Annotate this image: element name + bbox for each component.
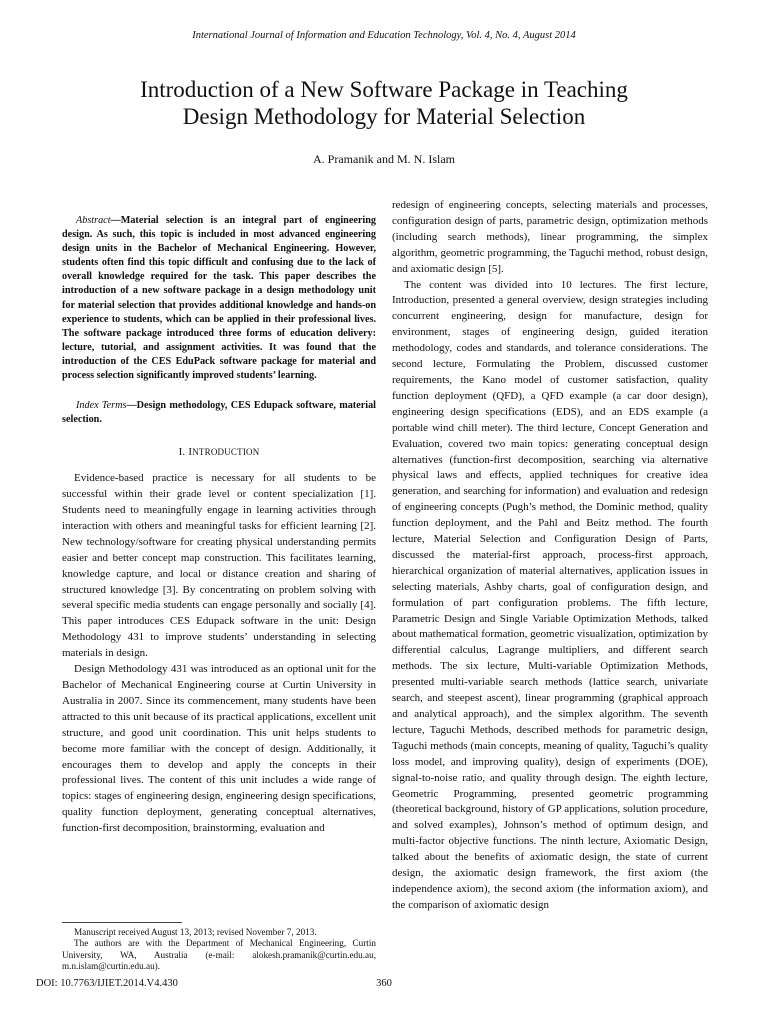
footnote-rule (62, 922, 182, 923)
title-line-1: Introduction of a New Software Package in Teaching (140, 77, 628, 102)
journal-header: International Journal of Information and Education Technology, Vol. 4, No. 4, August 2014 (192, 30, 576, 41)
section-number: I. (178, 446, 186, 459)
footnote-affiliation: The authors are with the Department of Mechanical Engineering, Curtin University, WA, Australia (e-mail: alokesh.pramanik@curtin.edu.au, m.n.islam@curtin.edu.au). (62, 938, 376, 972)
abstract-text: —Material selection is an integral part of engineering design. As such, this topic is included in most advanced engineering design units in the Bachelor of Mechanical Engineering. However, students often find this topic difficult and confusing due to the lack of overall knowledge required for the task. This paper describes the introduction of a new software package in a design methodology unit for material selection that provides additional knowledge and hands-on experience to students, which can be applied in their professional lives. The software package introduced three forms of education delivery: lecture, tutorial, and assignment activities. It was found that the introduction of the CES EduPack software package for material and process selection significantly improved students’ learning. (62, 215, 376, 382)
section-initial: I (188, 446, 193, 459)
title-line-2: Design Methodology for Material Selection (182, 104, 586, 129)
index-terms-label: Index Terms (76, 400, 127, 412)
intro-paragraph-1: Evidence-based practice is necessary for all students to be successful within their grade level or content specialization [1]. Students need to meaningfully engage in learning activities through interaction with others and meaningful tasks for efficient learning [2]. New technology/software for creating physical understanding permits easier and better concept map construction. This facilitates learning, knowledge capture, and local or distance creation and sharing of structured knowledge [3]. By concentrating on problem solving with several specific media students can engage personally and socially [4]. This paper introduces CES Edupack software in the unit: Design Methodology 431 to improve students’ understanding in selecting materials in design. (62, 472, 376, 660)
index-terms (62, 399, 376, 427)
right-column (392, 198, 708, 914)
footnote-received: Manuscript received August 13, 2013; revised November 7, 2013. (74, 927, 317, 937)
index-terms-text: —Design methodology, CES Edupack software, material selection. (62, 400, 376, 426)
abstract (62, 214, 376, 383)
doi: DOI: 10.7763/IJIET.2014.V4.430 (36, 978, 178, 989)
left-column (62, 214, 376, 837)
abstract-label: Abstract (76, 215, 111, 226)
section-heading-introduction (62, 445, 376, 461)
page-number: 360 (376, 978, 392, 989)
right-paragraph-2: The content was divided into 10 lectures. The first lecture, Introduction, presented a general overview, design strategies including concurrent engineering, design for manufacture, design for environment, stages of engineering design, guided iteration methodology, codes and standards, and tolerance considerations. The second lecture, Formulating the Problem, discussed customer requirements, the Kano model of customer satisfaction, quality function deployment (QFD), a QFD example (a car door design), engineering design specifications (EDS), and an EDS example (a portable wind chill meter). The third lecture, Concept Generation and Evaluation, covered two main topics: generating conceptual design alternatives (function-first decomposition, searching via alternative physical laws and effects, applied techniques for creative idea generation, and searching for information) and evaluation and redesign of engineering concepts (Pugh’s method, the Dominic method, quality function deployment, and the Pahl and Beitz method. The fourth lecture, Material Selection and Configuration Design of Parts, discussed the material-first approach, process-first approach, hierarchical organization of material alternatives, application issues in selecting materials, Ashby charts, goal of configuration design, and formulation of part configuration problems. The fifth lecture, Parametric Design and Single Variable Optimization Methods, talked about mathematical formation, geometric visualization, optimization by differential calculus, Lagrange multipliers, and different search methods. The six lecture, Multi-variable Optimization Methods, presented multi-variable search methods (lattice search, univariate search, and steepest ascent), linear programming (graphical approach and analytical approach), and the simplex algorithm. The seventh lecture, Taguchi Methods, described methods for parametric design, Taguchi methods (main concepts, meaning of quality, Taguchi’s quality loss model, and improving quality), design of experiments (DOE), signal-to-noise ratio, and quality through design. The eighth lecture, Geometric Programming, presented geometric programming (theoretical background, history of GP applications, solution procedure, and solved examples), Johnson’s method of optimum design, and multi-factor objective functions. The ninth lecture, Axiomatic Design, talked about the benefits of axiomatic design, the state of current design, the axiomatic design framework, the first axiom (the independence axiom), the second axiom (the information axiom), and the comparison of axiomatic design (392, 278, 708, 911)
footnotes (62, 922, 376, 973)
intro-paragraph-2: Design Methodology 431 was introduced as an optional unit for the Bachelor of Mechanical Engineering course at Curtin University in Australia in 2007. Since its commencement, many students have been attracted to this unit because of its practical applications, excellent unit structure, and good unit coordination. This unit helps students to become more familiar with the concept of design. Additionally, it encourages them to develop and apply the concepts in their professional lives. The content of this unit includes a wide range of topics: stages of engineering design, engineering design specifications, quality function deployment, generating conceptual alternatives, function-first decomposition, brainstorming, evaluation and (62, 663, 376, 835)
authors: A. Pramanik and M. N. Islam (313, 152, 455, 166)
right-paragraph-1: redesign of engineering concepts, selecting materials and processes, configuration design of parts, parametric design, optimization methods (including search methods), linear programming, the simplex algorithm, geometric programming, the Taguchi method, robust design, and axiomatic design [5]. (392, 199, 708, 275)
paper-title (60, 76, 708, 130)
section-title-rest: NTRODUCTION (192, 447, 260, 458)
